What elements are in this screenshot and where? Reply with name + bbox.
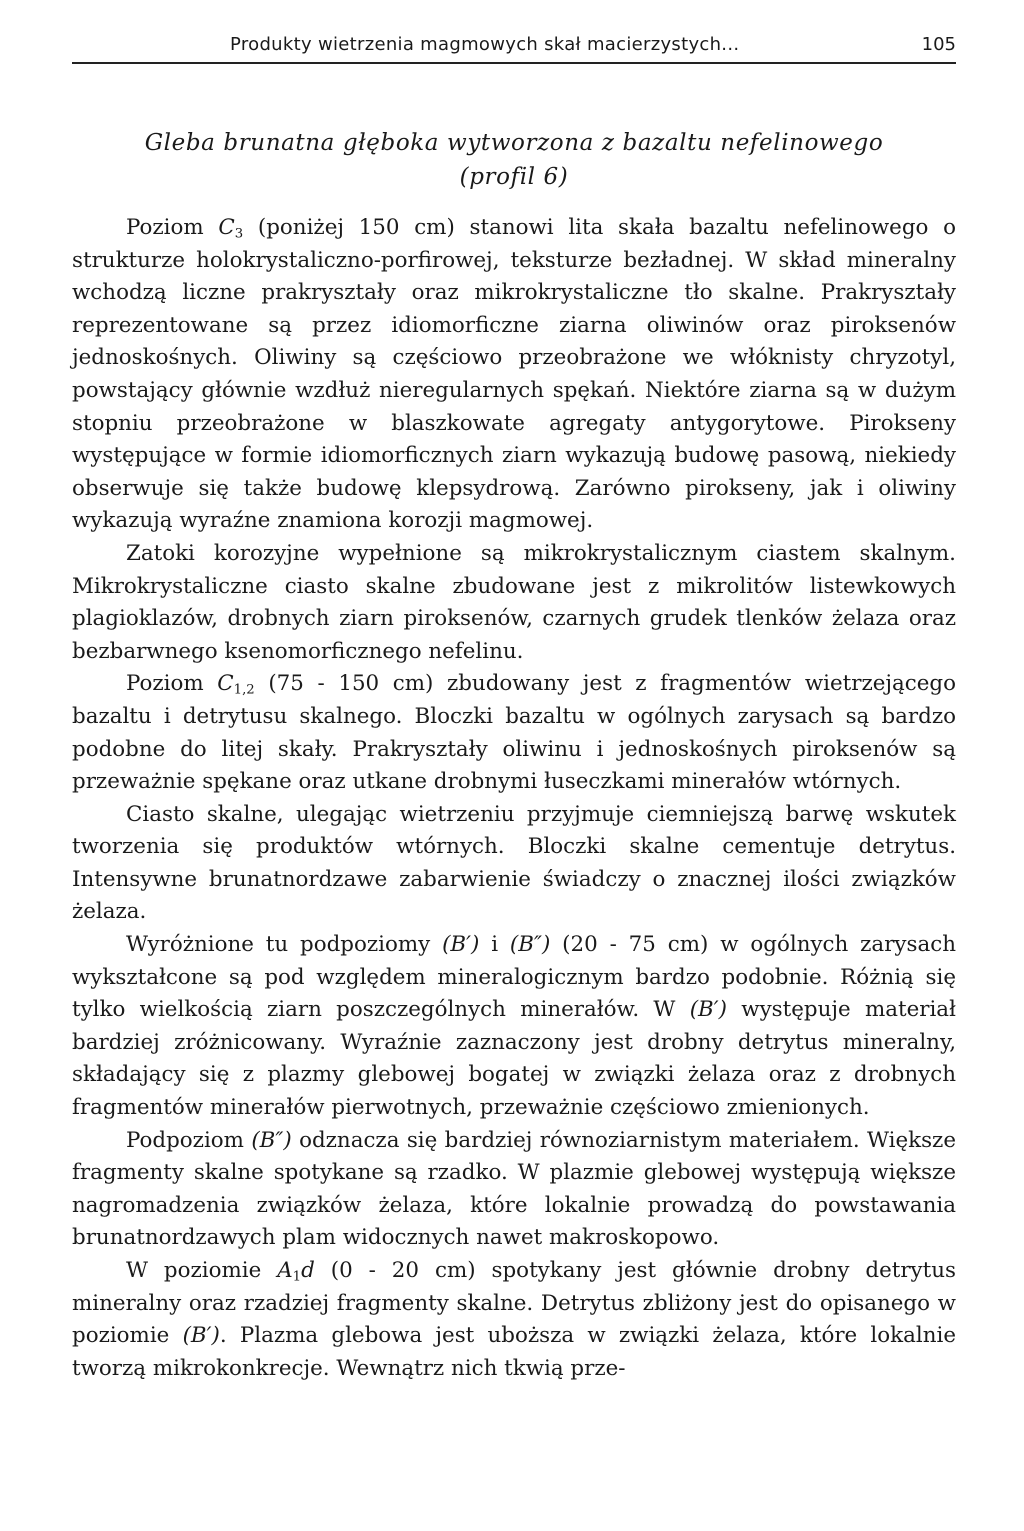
section-title-line: Gleba brunatna głęboka wytworzona z bazaltu nefelinowego: [144, 130, 884, 156]
paragraph-horizon-c12: [72, 668, 956, 798]
running-header: [72, 28, 956, 64]
text-run: i: [479, 932, 510, 958]
horizon-subscript: 3: [234, 226, 244, 242]
text-run: występuje materiał bardziej zróżnicowany. Wyraźnie zaznaczony jest drobny detrytus mineralny, składający się z plazmy glebowej bogatej w związki żelaza oraz z drobnych fragmentów minerałów pierwotnych, przeważnie częściowo zmienionych.: [72, 997, 956, 1121]
horizon-symbol: A: [277, 1258, 293, 1283]
horizon-suffix: d: [301, 1258, 315, 1283]
horizon-symbol: (B′): [442, 932, 480, 958]
text-run: Podpoziom: [126, 1127, 252, 1153]
running-title: Produkty wietrzenia magmowych skał macierzystych...: [230, 34, 740, 55]
paragraph-rock-paste: Ciasto skalne, ulegając wietrzeniu przyjmuje ciemniejszą barwę wskutek tworzenia się produktów wtórnych. Bloczki skalne cementuje detrytus. Intensywne brunatnordzawe zabarwienie świadczy o znacznej ilości związków żelaza.: [72, 801, 956, 925]
text-run: Wyróżnione tu podpoziomy: [126, 932, 443, 958]
section-title: [72, 126, 956, 194]
text-run: . Plazma glebowa jest uboższa w związki żelaza, które lokalnie tworzą mikrokonkrecje. Wewnątrz nich tkwią prze-: [72, 1323, 956, 1381]
horizon-symbol: (B′): [689, 997, 727, 1023]
text-run: (20 - 75 cm) w ogólnych zarysach wykształcone są pod względem mineralogicznym bardzo podobnie. Różnią się tylko wielkością ziarn poszczególnych minerałów. W: [72, 932, 956, 1023]
body-text: [72, 212, 956, 1385]
text-run: W poziomie: [126, 1258, 278, 1283]
page-number: 105: [921, 34, 956, 55]
text-run: (75 - 150 cm) zbudowany jest z fragmentów wietrzejącego bazaltu i detrytusu skalnego. Bloczki bazaltu w ogólnych zarysach są bardzo podobne do litej skały. Prakryształy oliwinu i jednoskośnych piroksenów są przeważnie spękane oraz utkane drobnymi łuseczkami minerałów wtórnych.: [72, 671, 956, 795]
paragraph-corrosion-bays: Zatoki korozyjne wypełnione są mikrokrystalicznym ciastem skalnym. Mikrokrystaliczne ciasto skalne zbudowane jest z mikrolitów listewkowych plagioklazów, drobnych ziarn piroksenów, czarnych grudek tlenków żelaza oraz bezbarwnego ksenomorficznego nefelinu.: [72, 540, 956, 664]
text-run: odznacza się bardziej równoziarnistym materiałem. Większe fragmenty skalne spotykane są rzadko. W plazmie glebowej występują większe nagromadzenia związków żelaza, które lokalnie prowadzą do powstawania brunatnordzawych plam widocznych nawet makroskopowo.: [72, 1127, 956, 1251]
text-run: (0 - 20 cm) spotykany jest głównie drobny detrytus mineralny oraz rzadziej fragmenty skalne. Detrytus zbliżony jest do opisanego w poziomie: [72, 1258, 956, 1349]
text-run: (poniżej 150 cm) stanowi lita skała bazaltu nefelinowego o strukturze holokrystaliczno-porfirowej, teksturze bezładnej. W skład mineralny wchodzą liczne prakryształy oraz mikrokrystaliczne tło skalne. Prakryształy reprezentowane są przez idiomorficzne ziarna oliwinów oraz piroksenów jednoskośnych. Oliwiny są częściowo przeobrażone we włóknisty chryzotyl, powstający głównie wzdłuż nieregularnych spękań. Niektóre ziarna są w dużym stopniu przeobrażone w blaszkowate agregaty antygorytowe. Pirokseny występujące w formie idiomorficznych ziarn wykazują budowę pasową, niekiedy obserwuje się także budowę klepsydrową. Zarówno pirokseny, jak i oliwiny wykazują wyraźne znamiona korozji magmowej.: [72, 215, 956, 534]
document-page: [72, 28, 956, 1385]
paragraph-horizon-a1d: [72, 1255, 956, 1385]
horizon-symbol: C: [217, 671, 234, 697]
text-run: Poziom: [126, 671, 218, 697]
paragraph-horizon-c3: [72, 212, 956, 538]
paragraph-subhorizons: [72, 929, 956, 1125]
horizon-symbol: (B″): [509, 932, 551, 958]
horizon-symbol: (B′): [182, 1323, 220, 1349]
horizon-subscript: 1: [292, 1269, 302, 1285]
horizon-subscript: 1,2: [233, 682, 255, 698]
paragraph-subhorizon-b2: [72, 1125, 956, 1255]
text-run: Poziom: [126, 215, 219, 240]
section-subtitle: (profil 6): [459, 164, 569, 190]
horizon-symbol: C: [218, 215, 235, 240]
horizon-symbol: (B″): [251, 1127, 292, 1153]
